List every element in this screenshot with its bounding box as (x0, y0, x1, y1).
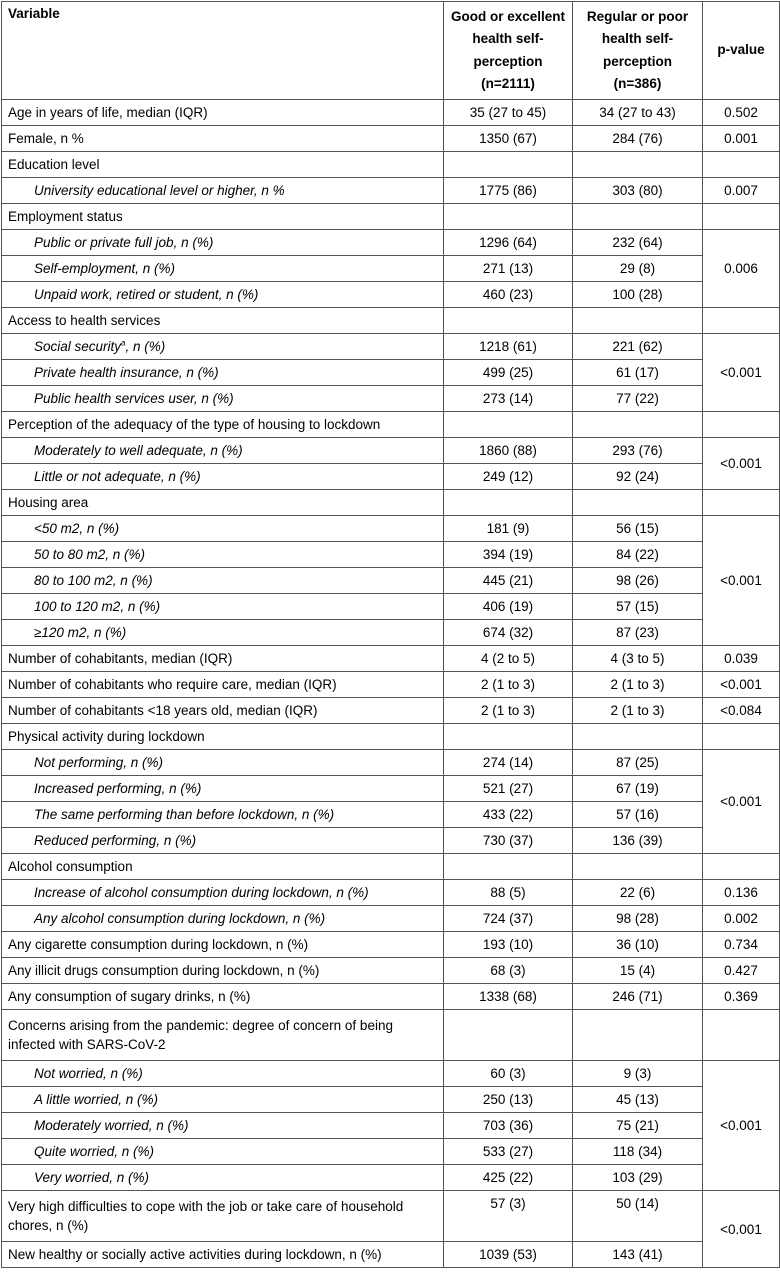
p-value: <0.001 (703, 438, 780, 490)
poor-value: 2 (1 to 3) (573, 672, 703, 698)
good-value: 2 (1 to 3) (444, 672, 573, 698)
p-value: 0.369 (703, 984, 780, 1010)
empty-cell (703, 854, 780, 880)
good-value: 730 (37) (444, 828, 573, 854)
table-row (2, 594, 780, 620)
row-label: Any alcohol consumption during lockdown, n (%) (2, 906, 444, 932)
table-row (2, 230, 780, 256)
table-row (2, 1242, 780, 1268)
good-value: 1338 (68) (444, 984, 573, 1010)
header-row (2, 2, 780, 100)
good-value: 68 (3) (444, 958, 573, 984)
header-variable: Variable (2, 2, 444, 100)
poor-value: 45 (13) (573, 1087, 703, 1113)
poor-value: 34 (27 to 43) (573, 100, 703, 126)
section-label: Housing area (2, 490, 444, 516)
poor-value: 100 (28) (573, 282, 703, 308)
poor-value: 293 (76) (573, 438, 703, 464)
empty-cell (444, 854, 573, 880)
row-label: 100 to 120 m2, n (%) (2, 594, 444, 620)
poor-value: 98 (28) (573, 906, 703, 932)
p-value: <0.001 (703, 334, 780, 412)
table-row (2, 750, 780, 776)
row-label: Very worried, n (%) (2, 1165, 444, 1191)
empty-cell (573, 724, 703, 750)
empty-cell (444, 1010, 573, 1061)
p-value: <0.001 (703, 672, 780, 698)
good-value: 250 (13) (444, 1087, 573, 1113)
empty-cell (703, 204, 780, 230)
poor-value: 15 (4) (573, 958, 703, 984)
row-label: Very high difficulties to cope with the job or take care of household chores, n (%) (2, 1191, 444, 1242)
row-label: Not worried, n (%) (2, 1061, 444, 1087)
row-label: Number of cohabitants, median (IQR) (2, 646, 444, 672)
table-row (2, 828, 780, 854)
table-row (2, 1061, 780, 1087)
row-label: Little or not adequate, n (%) (2, 464, 444, 490)
poor-value: 232 (64) (573, 230, 703, 256)
section-label: Concerns arising from the pandemic: degree of concern of being infected with SARS-CoV-2 (2, 1010, 444, 1061)
poor-value: 221 (62) (573, 334, 703, 360)
poor-value: 9 (3) (573, 1061, 703, 1087)
poor-value: 87 (23) (573, 620, 703, 646)
table-row (2, 724, 780, 750)
empty-cell (444, 308, 573, 334)
good-value: 1296 (64) (444, 230, 573, 256)
good-value: 2 (1 to 3) (444, 698, 573, 724)
empty-cell (703, 724, 780, 750)
poor-value: 92 (24) (573, 464, 703, 490)
poor-value: 57 (15) (573, 594, 703, 620)
empty-cell (573, 204, 703, 230)
row-label: Public or private full job, n (%) (2, 230, 444, 256)
table-row (2, 1010, 780, 1061)
poor-value: 57 (16) (573, 802, 703, 828)
row-label: Age in years of life, median (IQR) (2, 100, 444, 126)
poor-value: 143 (41) (573, 1242, 703, 1268)
p-value: 0.427 (703, 958, 780, 984)
empty-cell (573, 308, 703, 334)
good-value: 273 (14) (444, 386, 573, 412)
row-label: Moderately to well adequate, n (%) (2, 438, 444, 464)
good-value: 394 (19) (444, 542, 573, 568)
table-row (2, 776, 780, 802)
row-label: Public health services user, n (%) (2, 386, 444, 412)
table-row (2, 1113, 780, 1139)
empty-cell (573, 854, 703, 880)
good-value: 1350 (67) (444, 126, 573, 152)
table-row (2, 958, 780, 984)
empty-cell (703, 152, 780, 178)
table-row (2, 880, 780, 906)
row-label: New healthy or socially active activities during lockdown, n (%) (2, 1242, 444, 1268)
good-value: 674 (32) (444, 620, 573, 646)
section-label: Education level (2, 152, 444, 178)
table-row (2, 1191, 780, 1242)
good-value: 703 (36) (444, 1113, 573, 1139)
table-row (2, 256, 780, 282)
good-value: 4 (2 to 5) (444, 646, 573, 672)
poor-value: 36 (10) (573, 932, 703, 958)
good-value: 271 (13) (444, 256, 573, 282)
table-row (2, 542, 780, 568)
poor-value: 2 (1 to 3) (573, 698, 703, 724)
empty-cell (444, 412, 573, 438)
poor-value: 61 (17) (573, 360, 703, 386)
table-row (2, 1087, 780, 1113)
row-label: Number of cohabitants who require care, median (IQR) (2, 672, 444, 698)
row-label: Not performing, n (%) (2, 750, 444, 776)
good-value: 425 (22) (444, 1165, 573, 1191)
p-value: <0.001 (703, 1191, 780, 1268)
table-row (2, 360, 780, 386)
good-value: 193 (10) (444, 932, 573, 958)
row-label: 80 to 100 m2, n (%) (2, 568, 444, 594)
row-label: University educational level or higher, n % (2, 178, 444, 204)
row-label: Female, n % (2, 126, 444, 152)
table-row (2, 698, 780, 724)
table-row (2, 984, 780, 1010)
empty-cell (444, 152, 573, 178)
table-row (2, 802, 780, 828)
p-value: 0.001 (703, 126, 780, 152)
poor-value: 246 (71) (573, 984, 703, 1010)
row-label: Increased performing, n (%) (2, 776, 444, 802)
table-row (2, 1165, 780, 1191)
row-label: A little worried, n (%) (2, 1087, 444, 1113)
good-value: 181 (9) (444, 516, 573, 542)
empty-cell (573, 490, 703, 516)
poor-value: 136 (39) (573, 828, 703, 854)
table-row (2, 464, 780, 490)
poor-value: 103 (29) (573, 1165, 703, 1191)
table-row (2, 672, 780, 698)
footnote-marker: a (121, 338, 126, 348)
section-label: Physical activity during lockdown (2, 724, 444, 750)
row-label: ≥120 m2, n (%) (2, 620, 444, 646)
poor-value: 29 (8) (573, 256, 703, 282)
table-row (2, 1139, 780, 1165)
empty-cell (573, 412, 703, 438)
poor-value: 22 (6) (573, 880, 703, 906)
section-label: Employment status (2, 204, 444, 230)
good-value: 1860 (88) (444, 438, 573, 464)
poor-value: 284 (76) (573, 126, 703, 152)
p-value: <0.084 (703, 698, 780, 724)
p-value: 0.006 (703, 230, 780, 308)
empty-cell (444, 724, 573, 750)
p-value: 0.007 (703, 178, 780, 204)
table-row (2, 126, 780, 152)
empty-cell (703, 1010, 780, 1061)
section-label: Access to health services (2, 308, 444, 334)
row-label-text: Social security (34, 339, 122, 354)
table-row (2, 906, 780, 932)
p-value: 0.136 (703, 880, 780, 906)
good-value: 445 (21) (444, 568, 573, 594)
poor-value: 87 (25) (573, 750, 703, 776)
table-row (2, 516, 780, 542)
table-row (2, 100, 780, 126)
poor-value: 77 (22) (573, 386, 703, 412)
row-label-suffix: , n (%) (125, 339, 166, 354)
poor-value: 56 (15) (573, 516, 703, 542)
row-label: Private health insurance, n (%) (2, 360, 444, 386)
table-row (2, 178, 780, 204)
table-row (2, 646, 780, 672)
row-label: Any consumption of sugary drinks, n (%) (2, 984, 444, 1010)
good-value: 460 (23) (444, 282, 573, 308)
good-value: 433 (22) (444, 802, 573, 828)
empty-cell (573, 152, 703, 178)
p-value: <0.001 (703, 1061, 780, 1191)
poor-value: 50 (14) (573, 1191, 703, 1242)
poor-value: 84 (22) (573, 542, 703, 568)
table-row (2, 152, 780, 178)
table-row (2, 568, 780, 594)
empty-cell (703, 308, 780, 334)
empty-cell (444, 490, 573, 516)
p-value: 0.002 (703, 906, 780, 932)
table-row (2, 932, 780, 958)
row-label: Self-employment, n (%) (2, 256, 444, 282)
row-label: Moderately worried, n (%) (2, 1113, 444, 1139)
good-value: 60 (3) (444, 1061, 573, 1087)
row-label: Unpaid work, retired or student, n (%) (2, 282, 444, 308)
header-good-health: Good or excellent health self-perception (n=2111) (444, 2, 573, 100)
p-value: 0.039 (703, 646, 780, 672)
good-value: 533 (27) (444, 1139, 573, 1165)
p-value: <0.001 (703, 750, 780, 854)
good-value: 499 (25) (444, 360, 573, 386)
section-label: Alcohol consumption (2, 854, 444, 880)
poor-value: 303 (80) (573, 178, 703, 204)
empty-cell (703, 490, 780, 516)
table-row (2, 282, 780, 308)
good-value: 1039 (53) (444, 1242, 573, 1268)
good-value: 406 (19) (444, 594, 573, 620)
row-label: Reduced performing, n (%) (2, 828, 444, 854)
poor-value: 75 (21) (573, 1113, 703, 1139)
p-value: 0.734 (703, 932, 780, 958)
row-label: The same performing than before lockdown, n (%) (2, 802, 444, 828)
good-value: 1218 (61) (444, 334, 573, 360)
good-value: 35 (27 to 45) (444, 100, 573, 126)
health-perception-table (1, 1, 780, 1268)
table-row (2, 386, 780, 412)
table-row (2, 438, 780, 464)
table-row (2, 620, 780, 646)
good-value: 724 (37) (444, 906, 573, 932)
poor-value: 67 (19) (573, 776, 703, 802)
empty-cell (573, 1010, 703, 1061)
good-value: 88 (5) (444, 880, 573, 906)
row-label (2, 334, 444, 360)
table-row (2, 334, 780, 360)
row-label: Any illicit drugs consumption during lockdown, n (%) (2, 958, 444, 984)
poor-value: 4 (3 to 5) (573, 646, 703, 672)
good-value: 274 (14) (444, 750, 573, 776)
empty-cell (703, 412, 780, 438)
empty-cell (444, 204, 573, 230)
poor-value: 118 (34) (573, 1139, 703, 1165)
p-value: <0.001 (703, 516, 780, 646)
row-label: Any cigarette consumption during lockdown, n (%) (2, 932, 444, 958)
table-row (2, 412, 780, 438)
row-label: Number of cohabitants <18 years old, median (IQR) (2, 698, 444, 724)
good-value: 57 (3) (444, 1191, 573, 1242)
good-value: 249 (12) (444, 464, 573, 490)
table-row (2, 204, 780, 230)
section-label: Perception of the adequacy of the type of housing to lockdown (2, 412, 444, 438)
good-value: 521 (27) (444, 776, 573, 802)
table-row (2, 490, 780, 516)
row-label: <50 m2, n (%) (2, 516, 444, 542)
row-label: Quite worried, n (%) (2, 1139, 444, 1165)
p-value: 0.502 (703, 100, 780, 126)
table-row (2, 854, 780, 880)
row-label: Increase of alcohol consumption during lockdown, n (%) (2, 880, 444, 906)
header-poor-health: Regular or poor health self-perception (n=386) (573, 2, 703, 100)
good-value: 1775 (86) (444, 178, 573, 204)
header-p-value: p-value (703, 2, 780, 100)
table-row (2, 308, 780, 334)
poor-value: 98 (26) (573, 568, 703, 594)
row-label: 50 to 80 m2, n (%) (2, 542, 444, 568)
